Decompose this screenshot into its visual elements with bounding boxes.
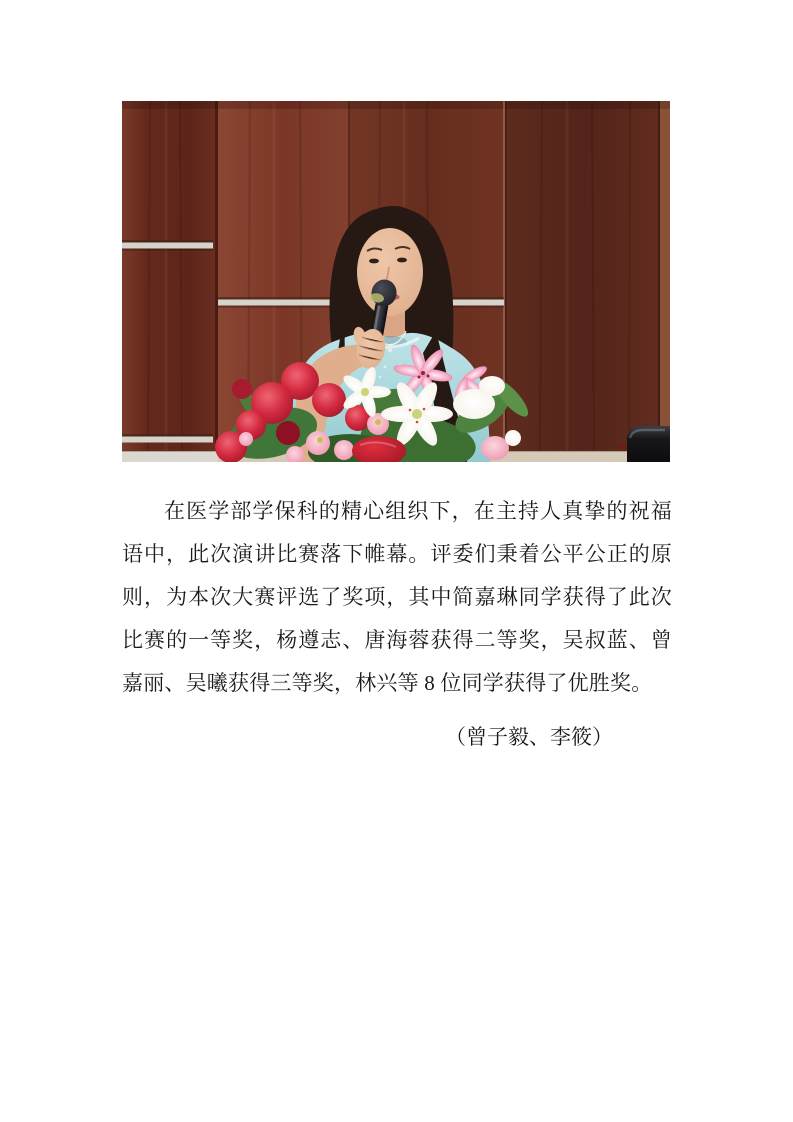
photo-illustration <box>122 101 670 462</box>
article-photo <box>122 101 670 462</box>
body-paragraph: 在医学部学保科的精心组织下，在主持人真挚的祝福语中，此次演讲比赛落下帷幕。评委们秉着公平公正的原则，为本次大赛评选了奖项，其中简嘉琳同学获得了此次比赛的一等奖，杨遵志、唐海蓉获得二等奖，吴叔蓝、曾嘉丽、吴曦获得三等奖，林兴等 8 位同学获得了优胜奖。 <box>122 499 672 695</box>
byline: （曾子毅、李筱） <box>445 725 613 749</box>
